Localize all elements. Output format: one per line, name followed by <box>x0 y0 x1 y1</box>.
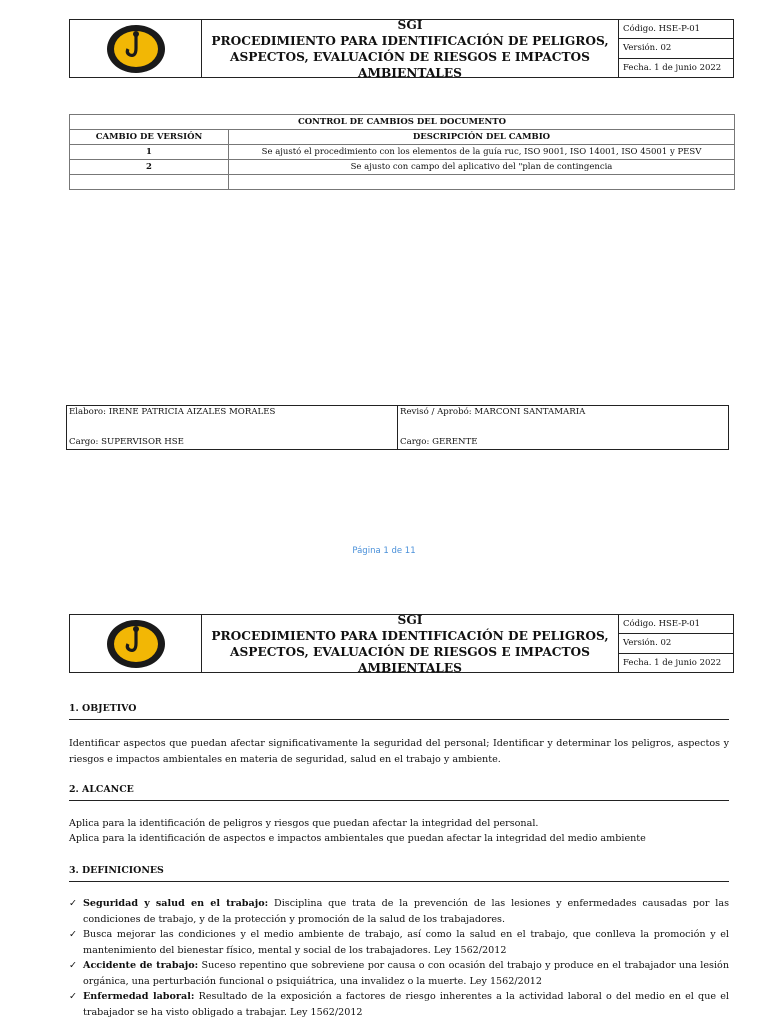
definition-text: Resultado de la exposición a factores de riesgo inherentes a la actividad laboral o del medio en el que el trabajador se ha visto obligado a trabajar. Ley 1562/2012 <box>83 991 730 1018</box>
title-line-1: SGI <box>397 612 423 627</box>
page-number: Página 1 de 11 <box>352 546 416 556</box>
checkmark-icon: ✓ <box>69 929 78 940</box>
document-version: Versión. 02 <box>619 39 733 58</box>
description-cell: Se ajustó el procedimiento con los elementos de la guía ruc, ISO 9001, ISO 14001, ISO 45001 y PESV <box>229 145 735 160</box>
prepared-by <box>67 406 398 449</box>
approved-by <box>398 406 728 449</box>
column-header-description: DESCRIPCIÓN DEL CAMBIO <box>229 130 735 145</box>
title-line-3: ASPECTOS, EVALUACIÓN DE RIESGOS E IMPACTOS AMBIENTALES <box>230 49 590 80</box>
document-meta <box>619 615 733 672</box>
table-row <box>70 175 735 190</box>
approved-by-role: Cargo: GERENTE <box>400 437 478 447</box>
document-meta <box>619 20 733 77</box>
version-cell <box>70 175 229 190</box>
document-code: Código. HSE-P-01 <box>619 615 733 634</box>
section-objetivo-text: Identificar aspectos que puedan afectar significativamente la seguridad del personal; Identificar y determinar los peligros, aspectos y riesgos e impactos ambientales en materia de seguridad, salud en el trabajo y ambiente. <box>69 738 729 765</box>
title-line-1: SGI <box>397 17 423 32</box>
document-title <box>202 612 619 675</box>
version-cell: 2 <box>70 160 229 175</box>
definition-text: Disciplina que trata de la prevención de las lesiones y enfermedades causadas por las condiciones de trabajo, y de la protección y promoción de la salud de los trabajadores. <box>83 898 730 925</box>
section-definiciones-title: 3. DEFINICIONES <box>69 865 729 882</box>
document-header <box>69 19 734 78</box>
document-code: Código. HSE-P-01 <box>619 20 733 39</box>
table-row <box>70 160 735 175</box>
title-line-2: PROCEDIMIENTO PARA IDENTIFICACIÓN DE PELIGROS, <box>211 628 609 643</box>
document-title <box>202 17 619 80</box>
checkmark-icon: ✓ <box>69 898 78 909</box>
section-objetivo-title: 1. OBJETIVO <box>69 703 729 720</box>
logo-cell <box>70 615 202 672</box>
version-cell: 1 <box>70 145 229 160</box>
description-cell: Se ajusto con campo del aplicativo del "plan de contingencia <box>229 160 735 175</box>
section-alcance-text-1: Aplica para la identificación de peligros y riesgos que puedan afectar la integridad del personal. <box>69 818 539 829</box>
document-date: Fecha. 1 de junio 2022 <box>623 657 722 668</box>
document-date: Fecha. 1 de junio 2022 <box>623 62 722 73</box>
title-line-2: PROCEDIMIENTO PARA IDENTIFICACIÓN DE PELIGROS, <box>211 33 609 48</box>
list-item <box>69 927 729 958</box>
table-caption: CONTROL DE CAMBIOS DEL DOCUMENTO <box>70 115 735 130</box>
list-item <box>69 896 729 927</box>
section-alcance-text-2: Aplica para la identificación de aspectos e impactos ambientales que puedan afectar la integridad del medio ambiente <box>69 833 646 844</box>
approved-by-name: Revisó / Aprobó: MARCONI SANTAMARIA <box>400 407 586 417</box>
section-alcance-title: 2. ALCANCE <box>69 784 729 801</box>
definition-term: Accidente de trabajo: <box>83 960 199 971</box>
list-item <box>69 989 729 1020</box>
crane-hook-logo-icon <box>106 24 166 74</box>
crane-hook-logo-icon <box>106 619 166 669</box>
svg-text:GSS: GSS <box>129 61 142 68</box>
document-version: Versión. 02 <box>619 634 733 653</box>
change-control-table <box>69 114 735 190</box>
checkmark-icon: ✓ <box>69 960 78 971</box>
logo-cell <box>70 20 202 77</box>
signature-block <box>66 405 729 450</box>
definition-text: Suceso repentino que sobreviene por causa o con ocasión del trabajo y produce en el trabajador una lesión orgánica, una perturbación funcional o psiquiátrica, una invalidez o la muerte. Ley 1562/2012 <box>83 960 730 987</box>
prepared-by-role: Cargo: SUPERVISOR HSE <box>69 437 184 447</box>
document-header <box>69 614 734 673</box>
definition-term: Seguridad y salud en el trabajo: <box>83 898 269 909</box>
svg-text:GSS: GSS <box>129 656 142 663</box>
definition-term: Enfermedad laboral: <box>83 991 195 1002</box>
table-row <box>70 145 735 160</box>
definitions-list <box>69 896 729 1020</box>
definition-text: Busca mejorar las condiciones y el medio ambiente de trabajo, así como la salud en el trabajo, que conlleva la promoción y el mantenimiento del bienestar físico, mental y social de los trabajadores. Ley 1562/2012 <box>83 929 729 956</box>
list-item <box>69 958 729 989</box>
column-header-version: CAMBIO DE VERSIÓN <box>70 130 229 145</box>
checkmark-icon: ✓ <box>69 991 78 1002</box>
prepared-by-name: Elaboro: IRENE PATRICIA AIZALES MORALES <box>69 407 276 417</box>
title-line-3: ASPECTOS, EVALUACIÓN DE RIESGOS E IMPACTOS AMBIENTALES <box>230 644 590 675</box>
description-cell <box>229 175 735 190</box>
